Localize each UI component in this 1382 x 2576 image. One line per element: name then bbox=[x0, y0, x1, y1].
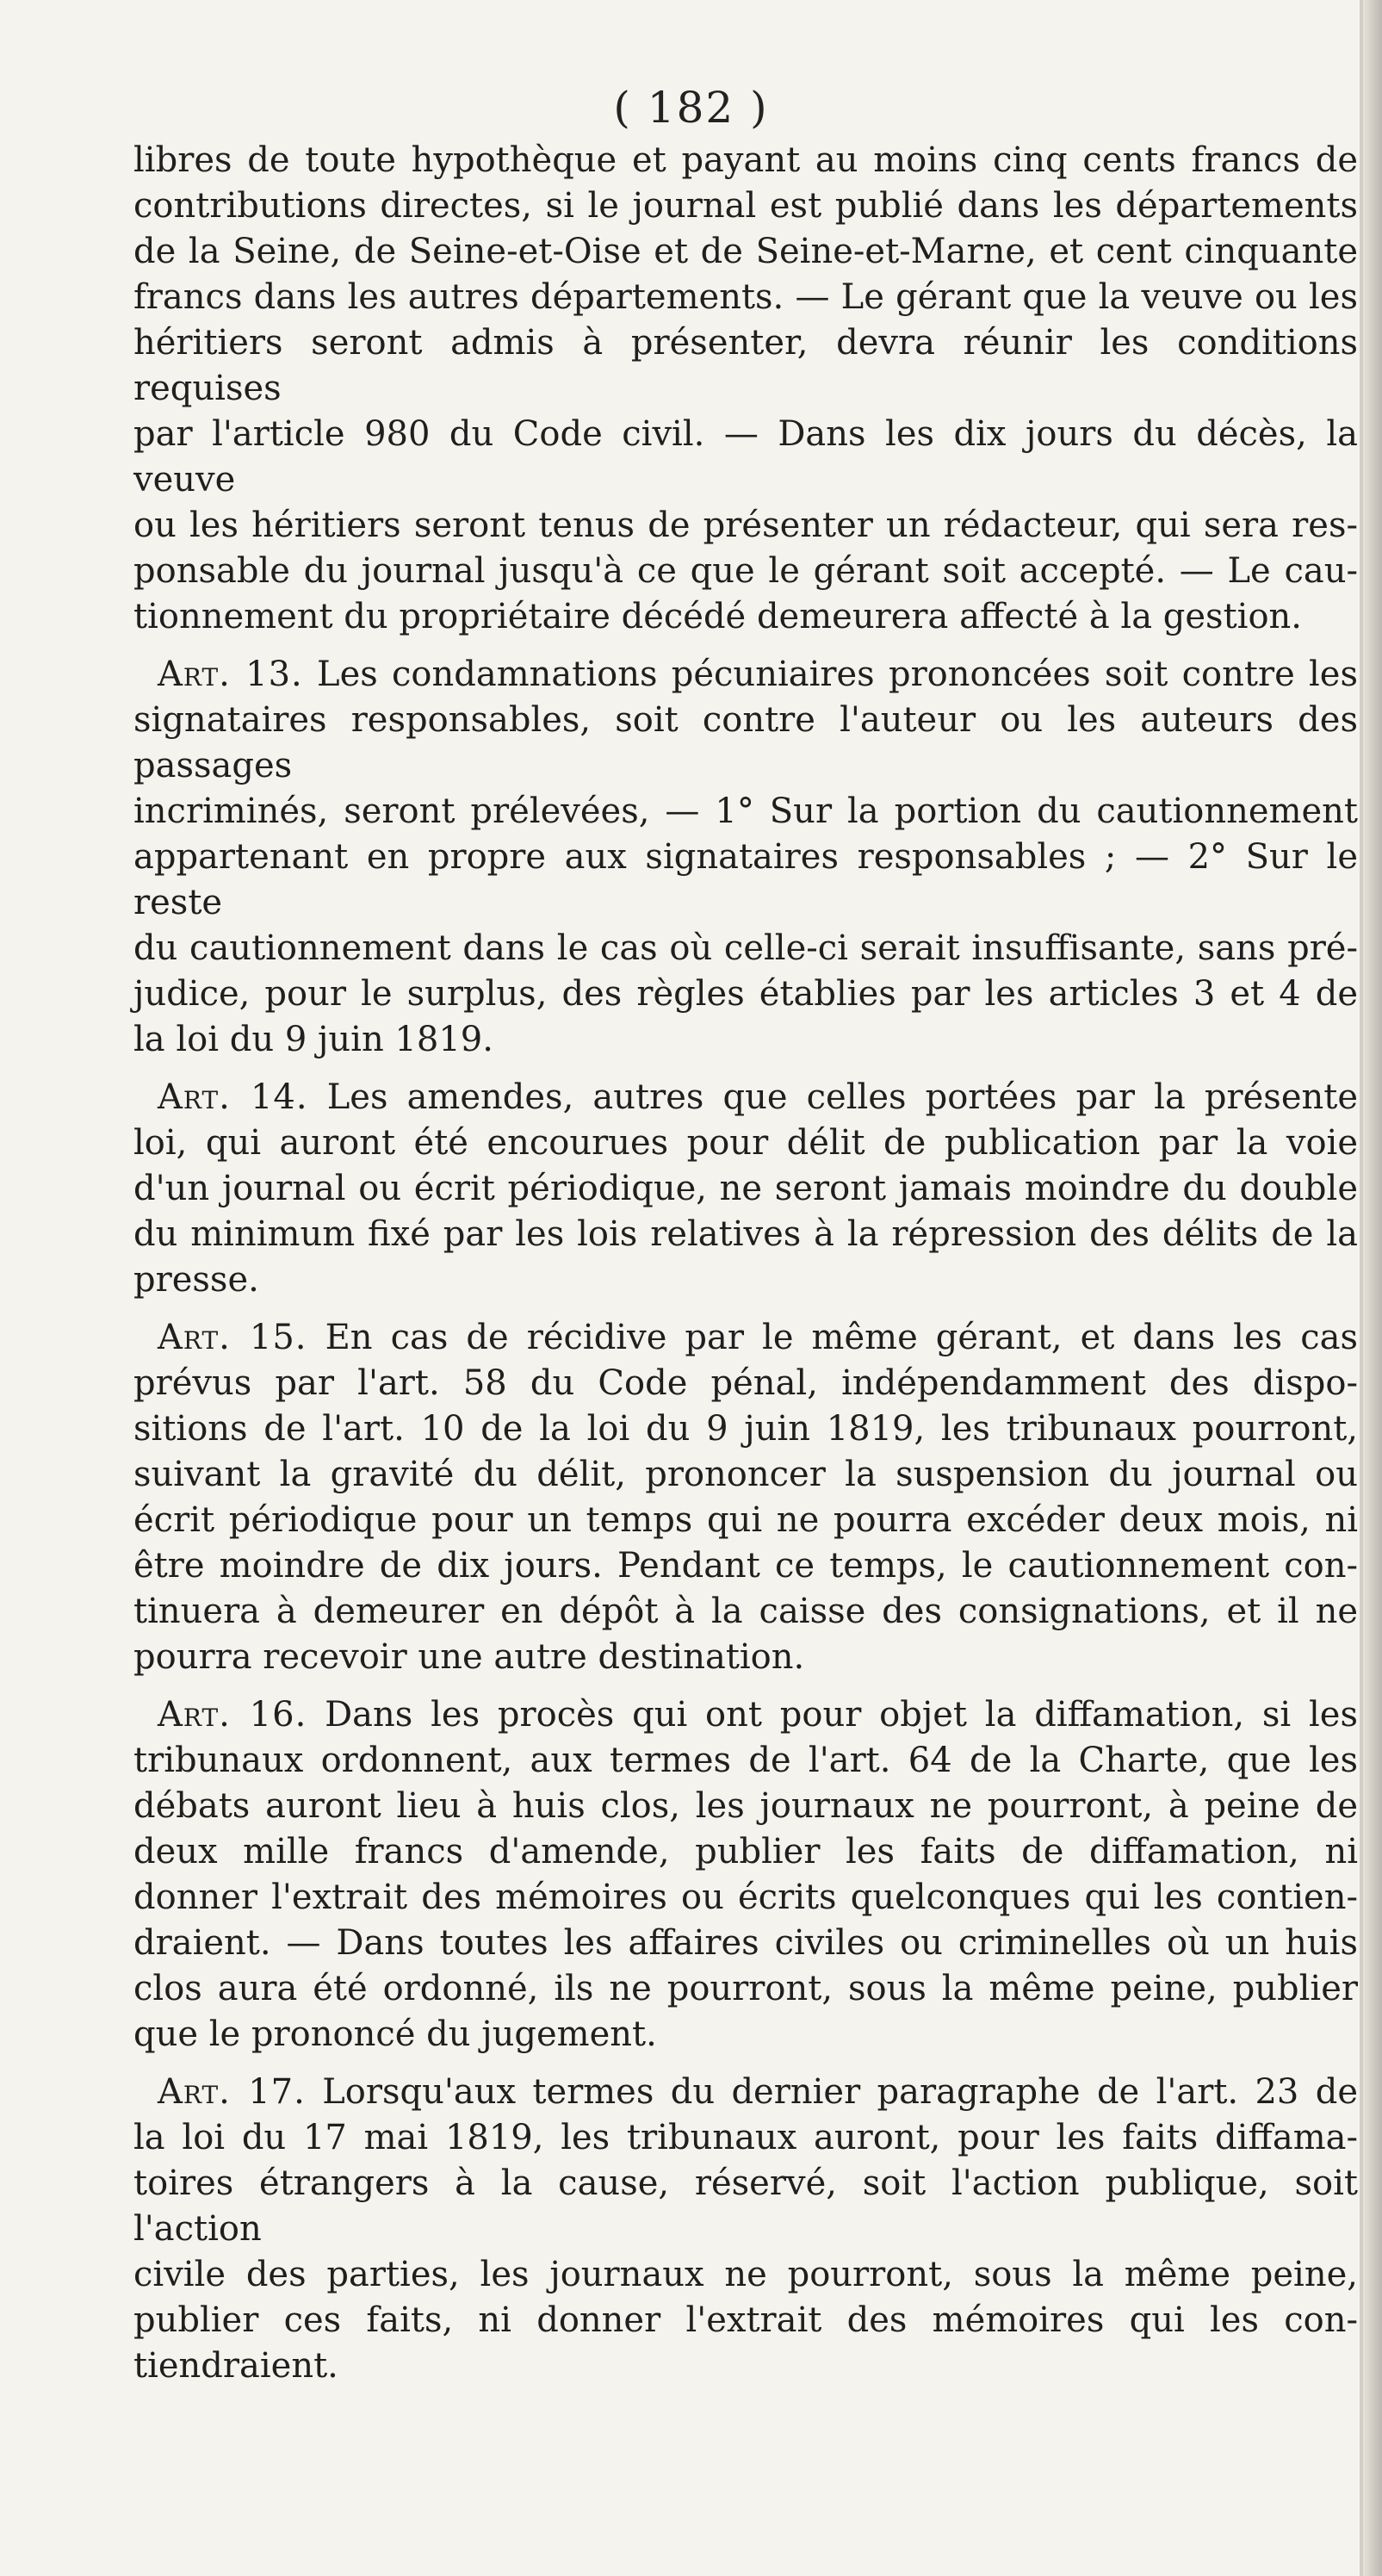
paragraph-gap bbox=[133, 640, 1358, 652]
line-text: loi, qui auront été encourues pour délit de publication par la voie bbox=[133, 1123, 1358, 1163]
line-text: ponsable du journal jusqu'à ce que le gérant soit accepté. — Le cau- bbox=[133, 551, 1358, 591]
text-line bbox=[133, 1921, 1358, 1966]
line-text: Lorsqu'aux termes du dernier paragraphe de l'art. 23 de bbox=[322, 2072, 1359, 2112]
page-binding-shadow bbox=[1363, 0, 1382, 2576]
text-line bbox=[133, 1166, 1358, 1212]
article-label: Art. 16. bbox=[158, 1695, 307, 1735]
text-line bbox=[133, 412, 1358, 503]
paragraph-cont bbox=[133, 138, 1358, 640]
article-label: Art. 14. bbox=[158, 1077, 308, 1117]
text-line bbox=[133, 1257, 1358, 1303]
text-line bbox=[133, 2252, 1358, 2298]
text-line bbox=[133, 1498, 1358, 1543]
line-text: clos aura été ordonné, ils ne pourront, sous la même peine, publier bbox=[133, 1969, 1358, 2008]
line-text: Les condamnations pécuniaires prononcées soit contre les bbox=[317, 655, 1358, 694]
text-line bbox=[133, 835, 1358, 926]
paragraph-art17 bbox=[133, 2070, 1358, 2389]
line-text: En cas de récidive par le même gérant, et dans les cas bbox=[325, 1318, 1358, 1357]
paragraph-art15 bbox=[133, 1315, 1358, 1680]
text-line bbox=[133, 183, 1358, 229]
line-text: d'un journal ou écrit périodique, ne seront jamais moindre du double bbox=[133, 1169, 1358, 1208]
text-line bbox=[133, 2070, 1358, 2115]
text-line bbox=[133, 2343, 1358, 2389]
text-line bbox=[133, 320, 1358, 412]
line-text: draient. — Dans toutes les affaires civiles ou criminelles où un huis bbox=[133, 1923, 1358, 1963]
article-label: Art. 15. bbox=[158, 1318, 307, 1357]
line-text: du minimum fixé par les lois relatives à la répression des délits de la bbox=[133, 1214, 1358, 1254]
text-line bbox=[133, 503, 1358, 549]
text-line bbox=[133, 275, 1358, 320]
text-line bbox=[133, 1315, 1358, 1361]
text-line bbox=[133, 1361, 1358, 1406]
text-line bbox=[133, 1017, 1358, 1063]
line-text: donner l'extrait des mémoires ou écrits quelconques qui les contien- bbox=[133, 1878, 1358, 1917]
text-line bbox=[133, 1875, 1358, 1921]
text-line bbox=[133, 1075, 1358, 1120]
line-text: presse. bbox=[133, 1260, 259, 1300]
line-text: tribunaux ordonnent, aux termes de l'art. 64 de la Charte, que les bbox=[133, 1741, 1358, 1780]
line-text: libres de toute hypothèque et payant au moins cinq cents francs de bbox=[133, 140, 1358, 180]
line-text: francs dans les autres départements. — Le gérant que la veuve ou les bbox=[133, 277, 1358, 317]
text-line bbox=[133, 1212, 1358, 1257]
line-text: prévus par l'art. 58 du Code pénal, indépendamment des dispo- bbox=[133, 1363, 1358, 1403]
article-label: Art. 13. bbox=[158, 655, 303, 694]
text-line bbox=[133, 789, 1358, 835]
line-text: tinuera à demeurer en dépôt à la caisse des consignations, et il ne bbox=[133, 1592, 1358, 1631]
paragraph-gap bbox=[133, 2058, 1358, 2070]
text-line bbox=[133, 698, 1358, 789]
line-text: pourra recevoir une autre destination. bbox=[133, 1637, 805, 1677]
line-text: Dans les procès qui ont pour objet la diffamation, si les bbox=[325, 1695, 1359, 1735]
text-line bbox=[133, 2115, 1358, 2161]
line-text: signataires responsables, soit contre l'auteur ou les auteurs des passages bbox=[133, 700, 1358, 785]
line-text: débats auront lieu à huis clos, les journaux ne pourront, à peine de bbox=[133, 1786, 1358, 1826]
text-line bbox=[133, 1543, 1358, 1589]
text-line bbox=[133, 594, 1358, 640]
line-text: sitions de l'art. 10 de la loi du 9 juin 1819, les tribunaux pourront, bbox=[133, 1409, 1358, 1449]
paragraph-gap bbox=[133, 1303, 1358, 1315]
paragraph-art13 bbox=[133, 652, 1358, 1063]
paragraph-gap bbox=[133, 1680, 1358, 1692]
text-line bbox=[133, 2298, 1358, 2343]
line-text: tionnement du propriétaire décédé demeurera affecté à la gestion. bbox=[133, 597, 1303, 636]
line-text: publier ces faits, ni donner l'extrait des mémoires qui les con- bbox=[133, 2300, 1358, 2340]
line-text: civile des parties, les journaux ne pourront, sous la même peine, bbox=[133, 2255, 1358, 2294]
text-line bbox=[133, 1635, 1358, 1680]
line-text: que le prononcé du jugement. bbox=[133, 2014, 657, 2054]
line-text: être moindre de dix jours. Pendant ce temps, le cautionnement con- bbox=[133, 1546, 1358, 1586]
line-text: tiendraient. bbox=[133, 2346, 338, 2386]
text-line bbox=[133, 1738, 1358, 1784]
article-label: Art. 17. bbox=[158, 2072, 306, 2112]
body-text bbox=[133, 138, 1358, 2389]
line-text: contributions directes, si le journal est publié dans les départements bbox=[133, 186, 1358, 226]
text-line bbox=[133, 971, 1358, 1017]
line-text: ou les héritiers seront tenus de présenter un rédacteur, qui sera res- bbox=[133, 506, 1358, 545]
line-text: la loi du 17 mai 1819, les tribunaux auront, pour les faits diffama- bbox=[133, 2118, 1358, 2157]
line-text: du cautionnement dans le cas où celle-ci serait insuffisante, sans pré- bbox=[133, 928, 1358, 968]
line-text: appartenant en propre aux signataires responsables ; — 2° Sur le reste bbox=[133, 837, 1358, 922]
text-line bbox=[133, 926, 1358, 971]
paragraph-gap bbox=[133, 1063, 1358, 1075]
text-line bbox=[133, 138, 1358, 183]
line-text: incriminés, seront prélevées, — 1° Sur la portion du cautionnement bbox=[133, 791, 1358, 831]
line-text: de la Seine, de Seine-et-Oise et de Seine-et-Marne, et cent cinquante bbox=[133, 232, 1358, 271]
line-text: deux mille francs d'amende, publier les faits de diffamation, ni bbox=[133, 1832, 1358, 1871]
paragraph-art14 bbox=[133, 1075, 1358, 1303]
text-line bbox=[133, 1589, 1358, 1635]
line-text: toires étrangers à la cause, réservé, soit l'action publique, soit l'action bbox=[133, 2163, 1358, 2249]
text-line bbox=[133, 229, 1358, 275]
text-line bbox=[133, 1784, 1358, 1829]
line-text: judice, pour le surplus, des règles établies par les articles 3 et 4 de bbox=[133, 974, 1358, 1014]
line-text: la loi du 9 juin 1819. bbox=[133, 1020, 493, 1059]
text-line bbox=[133, 549, 1358, 594]
line-text: Les amendes, autres que celles portées par la présente bbox=[326, 1077, 1359, 1117]
text-line bbox=[133, 1829, 1358, 1875]
line-text: par l'article 980 du Code civil. — Dans les dix jours du décès, la veuve bbox=[133, 414, 1358, 500]
text-line bbox=[133, 1966, 1358, 2012]
text-line bbox=[133, 1406, 1358, 1452]
text-line bbox=[133, 1692, 1358, 1738]
line-text: écrit périodique pour un temps qui ne pourra excéder deux mois, ni bbox=[133, 1500, 1358, 1540]
line-text: héritiers seront admis à présenter, devra réunir les conditions requises bbox=[133, 323, 1358, 408]
line-text: suivant la gravité du délit, prononcer la suspension du journal ou bbox=[133, 1455, 1358, 1494]
text-line bbox=[133, 1452, 1358, 1498]
text-line bbox=[133, 1120, 1358, 1166]
paragraph-art16 bbox=[133, 1692, 1358, 2058]
text-line bbox=[133, 2012, 1358, 2058]
page-number: ( 182 ) bbox=[613, 83, 769, 133]
text-line bbox=[133, 2161, 1358, 2252]
text-line bbox=[133, 652, 1358, 698]
